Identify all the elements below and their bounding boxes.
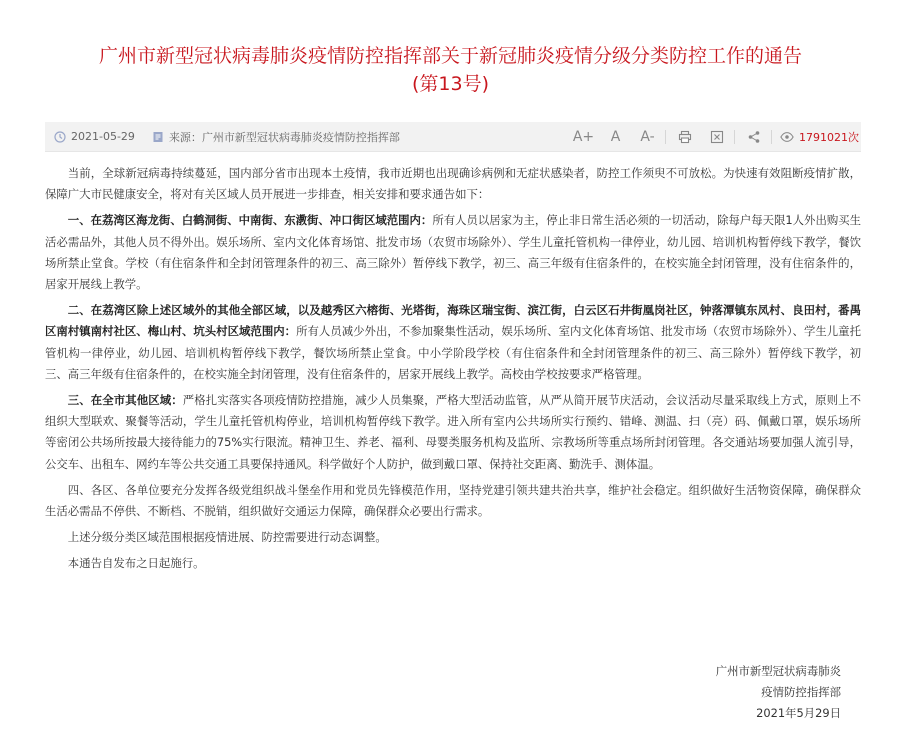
section-3-text: 严格扎实落实各项疫情防控措施，减少人员集聚，严格大型活动监管，从严从简开展节庆活动，会议活动尽量采取线上方式，原则上不组织大型联欢、聚餐等活动，学生儿童托管机构停业，培训机构暂停线下教学。进入所有室内公共场所实行预约、错峰、测温、扫（亮）码、佩戴口罩，娱乐场所等密闭公共场所按最大接待能力的75%实行限流。精神卫生、养老、福利、母婴类服务机构及监所、宗教场所等重点场所封闭管理。各交通站场要加强人流引导，公交车、出租车、网约车等公共交通工具要保持通风。科学做好个人防护，做到戴口罩、保持社交距离、勤洗手、测体温。: [45, 393, 861, 471]
section-1: [45, 210, 861, 295]
share-button[interactable]: [737, 122, 769, 152]
share-icon: [747, 130, 761, 144]
adjustment-paragraph: 上述分级分类区域范围根据疫情进展、防控需要进行动态调整。: [67, 530, 387, 545]
article-source: [151, 129, 400, 145]
section-2-text: 所有人员减少外出，不参加聚集性活动，娱乐场所、室内文化体育场馆、批发市场（农贸市场除外）、学生儿童托管机构一律停业，幼儿园、培训机构暂停线下教学，餐饮场所禁止堂食。中小学阶段学校（有住宿条件和全封闭管理条件的初三、高三除外）暂停线下教学，初三、高三年级有住宿条件的，在校实施全封闭管理，没有住宿条件的，居家开展线上教学。高校由学校按要求严格管理。: [45, 324, 861, 381]
signature-line1: 广州市新型冠状病毒肺炎: [715, 664, 841, 678]
article-info-bar: [45, 122, 861, 152]
close-window-button[interactable]: [700, 122, 732, 152]
toolbar-divider: [771, 130, 772, 144]
print-button[interactable]: [668, 122, 700, 152]
font-smaller-button[interactable]: A-: [640, 128, 655, 145]
section-2-heading: 二、在荔湾区除上述区域外的其他全部区域，以及越秀区六榕街、光塔街，海珠区瑞宝街、滨江街，白云区石井街凰岗社区，钟落潭镇东凤村、良田村，番禺区南村镇南村社区、梅山村、坑头村区域范围内：: [45, 303, 861, 339]
source-name: 广州市新型冠状病毒肺炎疫情防控指挥部: [201, 130, 400, 144]
section-2: [45, 300, 861, 385]
section-3-heading: 三、在全市其他区域：: [67, 393, 183, 408]
intro-paragraph: 当前，全球新冠病毒持续蔓延，国内部分省市出现本土疫情，我市近期也出现确诊病例和无症状感染者，防控工作须臾不可放松。为快速有效阻断疫情扩散，保障广大市民健康安全，将对有关区域人员开展进一步排查，相关安排和要求通告如下：: [45, 166, 861, 202]
signature-line2: 疫情防控指挥部: [761, 685, 841, 699]
font-normal-button[interactable]: A: [610, 128, 621, 145]
signature-date: 2021年5月29日: [756, 706, 841, 720]
clock-icon: [53, 130, 67, 144]
publish-date-text: 2021-05-29: [71, 130, 135, 143]
article-title-line2: (第13号): [411, 73, 489, 95]
view-count: [780, 129, 861, 145]
section-4: 四、各区、各单位要充分发挥各级党组织战斗堡垒作用和党员先锋模范作用，坚持党建引领共建共治共享，维护社会稳定。组织做好生活物资保障，确保群众生活必需品不停供、不断档、不脱销，组织做好交通运力保障，确保群众必要出行需求。: [45, 482, 861, 519]
toolbar-divider: [734, 130, 735, 144]
toolbar-divider: [665, 130, 666, 144]
font-larger-button[interactable]: A+: [572, 128, 595, 145]
view-count-text: 1791021次: [799, 130, 859, 144]
eye-icon: [780, 130, 794, 144]
source-label: 来源：: [168, 130, 202, 144]
article-toolbar: [567, 122, 861, 151]
document-icon: [151, 130, 165, 144]
print-icon: [678, 130, 692, 144]
section-1-heading: 一、在荔湾区海龙街、白鹤洞街、中南街、东漖街、冲口街区域范围内：: [67, 213, 433, 228]
publish-date: [53, 130, 135, 144]
article-title-line1: 广州市新型冠状病毒肺炎疫情防控指挥部关于新冠肺炎疫情分级分类防控工作的通告: [98, 45, 802, 67]
section-1-text: 所有人员以居家为主，停止非日常生活必须的一切活动，除每户每天限1人外出购买生活必需品外，其他人员不得外出。娱乐场所、室内文化体育场馆、批发市场（农贸市场除外）、学生儿童托管机构一律停业，幼儿园、培训机构暂停线下教学，餐饮场所禁止堂食。学校（有住宿条件和全封闭管理条件的初三、高三除外）暂停线下教学，初三、高三年级有住宿条件的，在校实施全封闭管理，没有住宿条件的，居家开展线上教学。: [45, 213, 862, 292]
section-3: [45, 390, 861, 475]
close-window-icon: [710, 130, 724, 144]
signature-block: [716, 661, 841, 724]
article-title: [30, 42, 871, 98]
effective-paragraph: 本通告自发布之日起施行。: [67, 556, 205, 571]
article-body: [45, 163, 861, 580]
